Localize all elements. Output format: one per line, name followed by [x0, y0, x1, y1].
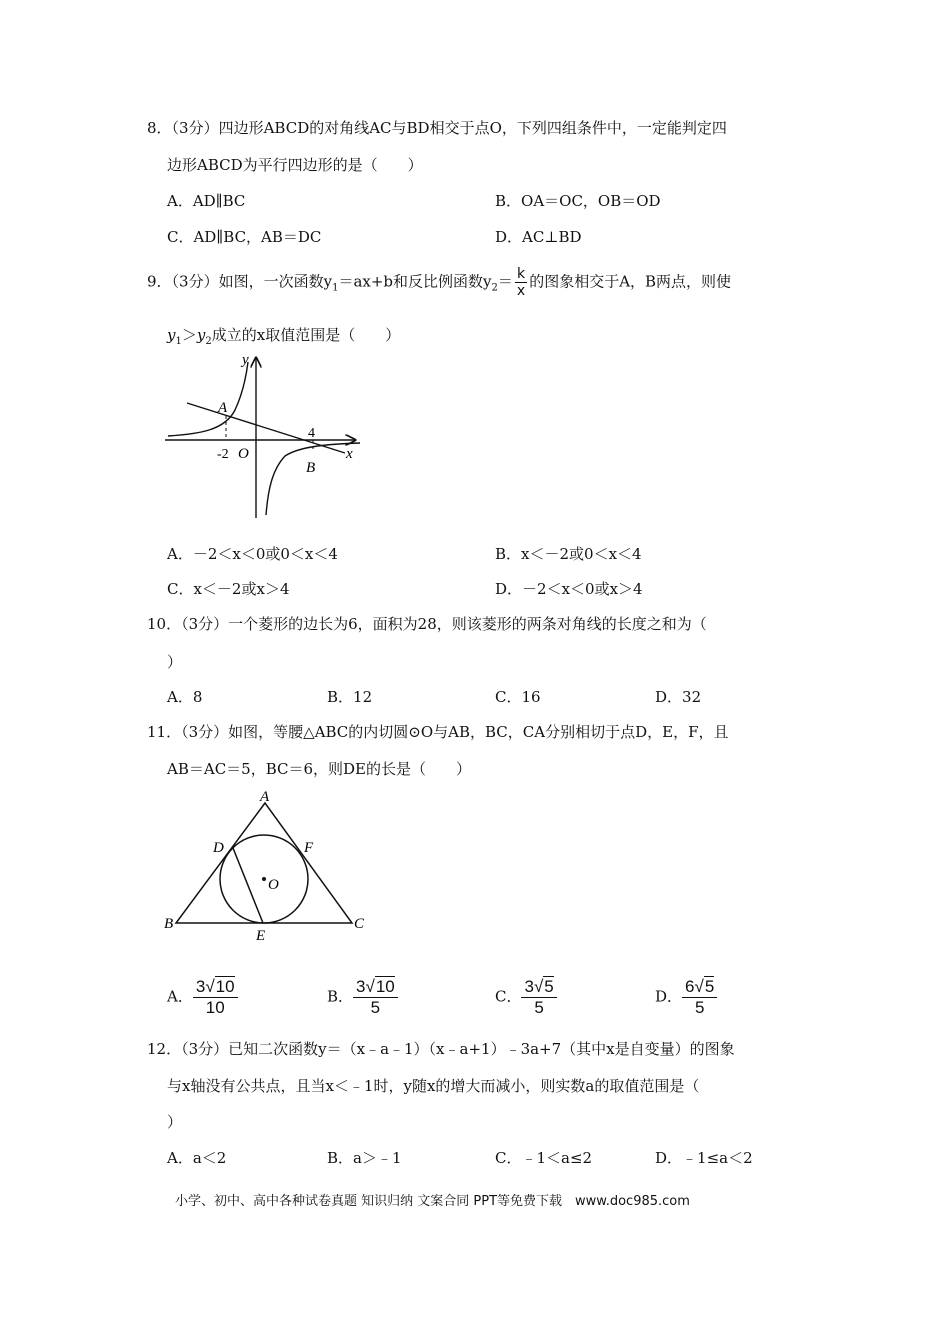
q9-line1: 9．（3分）如图，一次函数$y_1=ax+b$和反比例函数$y_2=$ $\frac{k}{x}$ 的图象相交于A，B两点，则使: [147, 266, 732, 299]
q9-fig-neg2: -2: [217, 447, 229, 462]
q8-line2: 边形ABCD为平行四边形的是（ ）: [167, 156, 423, 174]
q12-option-d: D．﹣1≤a＜2: [655, 1149, 753, 1167]
q11-figure: [160, 785, 375, 945]
q9-option-c: C．x＜－2或x＞4: [167, 580, 290, 598]
q10-line2: ）: [167, 653, 183, 671]
q12-option-b: B．a＞﹣1: [327, 1149, 402, 1167]
q8-option-a: A．AD∥BC: [167, 192, 246, 210]
q11-fig-f: F: [304, 840, 314, 856]
q10-option-c: C．16: [495, 688, 541, 706]
q8-line1: 8．（3分）四边形ABCD的对角线AC与BD相交于点O，下列四组条件中，一定能判定四: [147, 119, 727, 137]
q11-fig-d: D: [213, 840, 224, 856]
q9-figure: [160, 350, 370, 522]
q9-fig-y: y: [242, 352, 249, 368]
q9-line2: $y_1>y_2$成立的x取值范围是（ ）: [167, 326, 401, 347]
q9-fig-o: O: [238, 446, 249, 462]
q11-option-d: D． $\frac{6√5}{5}$: [655, 977, 717, 1018]
q11-option-b: B． $\frac{3√10}{5}$: [327, 977, 398, 1018]
q11-fig-c: C: [354, 916, 365, 932]
q9-fig-a: A: [218, 400, 228, 416]
q10-option-d: D．32: [655, 688, 702, 706]
q12-line2: 与x轴没有公共点，且当x＜﹣1时，y随x的增大而减小，则实数a的取值范围是（: [167, 1077, 700, 1095]
q11-line1: 11．（3分）如图，等腰△ABC的内切圆⊙O与AB，BC，CA分别相切于点D，E，F，且: [147, 723, 729, 741]
q9-fraction: $\frac{k}{x}$: [516, 266, 526, 299]
q12-option-c: C．﹣1＜a≤2: [495, 1149, 593, 1167]
q11-fig-e: E: [256, 928, 266, 944]
q10-option-a: A．8: [167, 688, 203, 706]
q9-fig-b: B: [306, 460, 316, 476]
q8-option-b: B．OA＝OC，OB＝OD: [495, 192, 661, 210]
q11-fig-o: O: [268, 877, 279, 893]
q12-option-a: A．a＜2: [167, 1149, 227, 1167]
q11-fig-a: A: [260, 789, 270, 805]
q12-line3: ）: [167, 1113, 183, 1131]
q11-fig-b: B: [164, 916, 174, 932]
q8-option-c: C．AD∥BC，AB＝DC: [167, 228, 322, 246]
q11-option-a: A． $\frac{3√10}{10}$: [167, 977, 238, 1018]
q9-fig-4: 4: [308, 426, 315, 441]
q9-option-b: B．x＜－2或0＜x＜4: [495, 545, 642, 563]
q9-fig-x: x: [346, 446, 353, 462]
page-footer: 小学、初中、高中各种试卷真题 知识归纳 文案合同 PPT等免费下载 www.doc985.com: [175, 1194, 690, 1209]
q9-option-a: A．－2＜x＜0或0＜x＜4: [167, 545, 338, 563]
q10-option-b: B．12: [327, 688, 373, 706]
q12-line1: 12．（3分）已知二次函数y＝（x﹣a﹣1）（x﹣a+1）﹣3a+7（其中x是自变量）的图象: [147, 1040, 735, 1058]
q10-line1: 10．（3分）一个菱形的边长为6，面积为28，则该菱形的两条对角线的长度之和为（: [147, 615, 707, 633]
q9-option-d: D．－2＜x＜0或x＞4: [495, 580, 643, 598]
q11-option-c: C． $\frac{3√5}{5}$: [495, 977, 557, 1018]
q8-option-d: D．AC⊥BD: [495, 228, 582, 246]
q11-line2: AB＝AC＝5，BC＝6，则DE的长是（ ）: [167, 760, 472, 778]
